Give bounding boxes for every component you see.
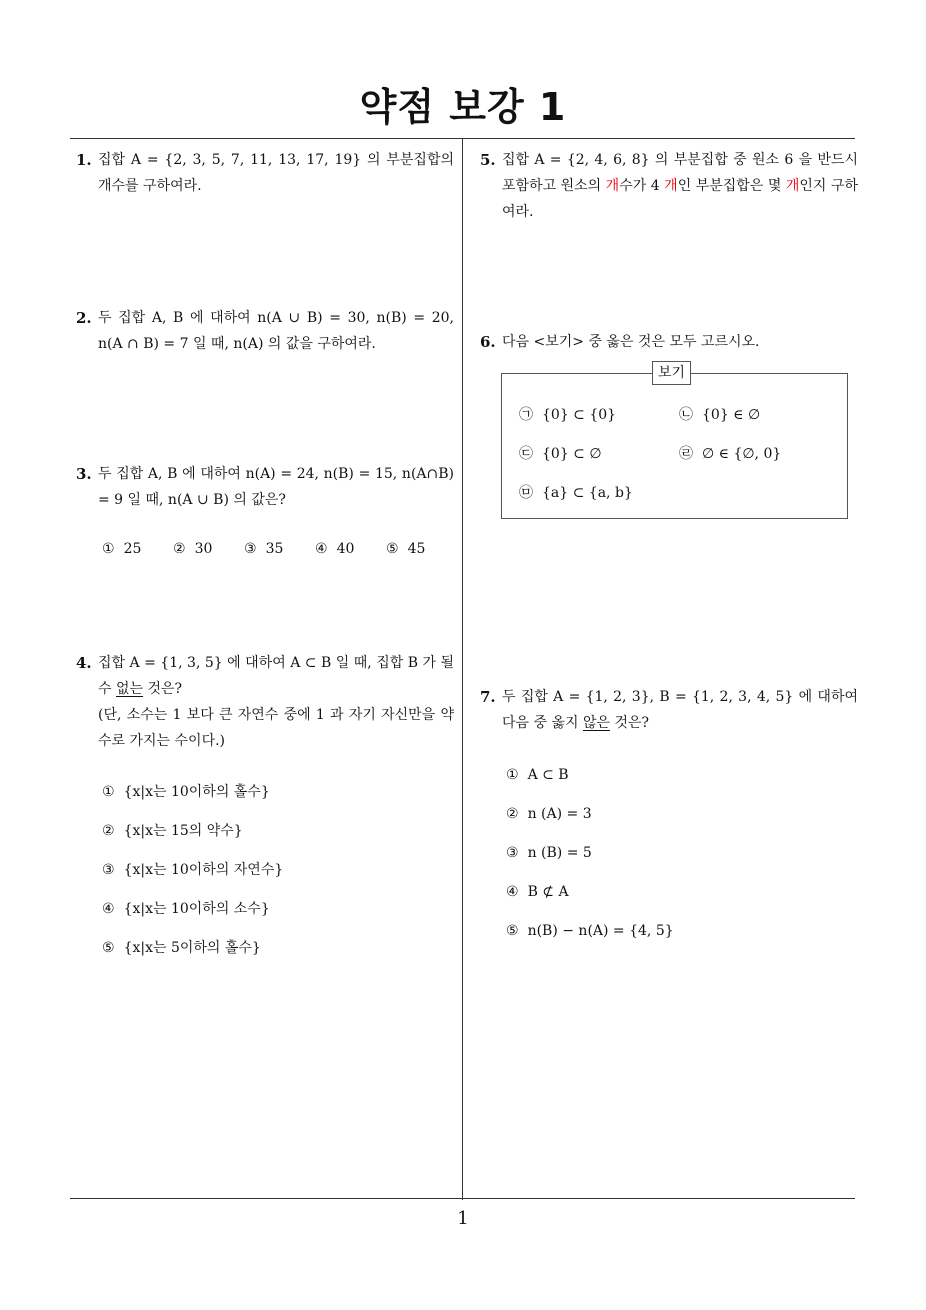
bogi-item [519, 482, 633, 502]
page-number: 1 [457, 1208, 469, 1229]
problem-3 [76, 461, 454, 513]
option-text: n (A) = 3 [527, 806, 592, 822]
highlighted-word: 개 [605, 178, 620, 194]
problem-text-part: 인지 구하여라. [502, 178, 859, 220]
problem-text: 다음 <보기> 중 옳은 것은 모두 고르시오. [502, 334, 760, 350]
problem-4 [76, 650, 454, 754]
problem-text [502, 147, 858, 225]
problem-text-part: 인 부분집합은 몇 [677, 178, 786, 194]
bogi-item-text: {a} ⊂ {a, b} [542, 485, 633, 501]
problem-number: 1. [76, 151, 92, 169]
choice-mark: ② [102, 823, 115, 839]
bogi-item-text: ∅ ∈ {∅, 0} [702, 446, 782, 462]
choice-mark: ③ [244, 541, 257, 557]
problem-text: 두 집합 A, B 에 대하여 n(A) = 24, n(B) = 15, n(A∩B) = 9 일 때, n(A ∪ B) 의 값은? [98, 466, 454, 508]
option-2[interactable] [506, 801, 674, 840]
option-2[interactable] [102, 818, 283, 857]
column-divider [462, 139, 463, 1200]
option-5[interactable] [386, 541, 457, 557]
problem-note: (단, 소수는 1 보다 큰 자연수 중에 1 과 자기 자신만을 약수로 가지는 수이다.) [98, 707, 454, 749]
choice-mark: ② [173, 541, 186, 557]
option-text: 40 [336, 541, 355, 557]
problem-number: 3. [76, 465, 92, 483]
problem-text [502, 684, 858, 736]
choice-mark: ④ [102, 901, 115, 917]
problem-text-part: 집합 A = {1, 3, 5} 에 대하여 A ⊂ B 일 때, 집합 B 가 될 수 [98, 655, 454, 697]
bogi-item [519, 443, 602, 463]
choice-mark: ㉤ [519, 485, 533, 501]
option-4[interactable] [506, 879, 674, 918]
problem-text-part: 것은? [143, 681, 183, 697]
option-4[interactable] [102, 896, 283, 935]
option-text: 30 [194, 541, 213, 557]
option-text: B ⊄ A [527, 884, 569, 900]
problem-number: 4. [76, 654, 92, 672]
problem-text [98, 650, 454, 754]
option-3[interactable] [506, 840, 674, 879]
problem-text-part: 집합 A = {2, 4, 6, 8} 의 부분집합 중 원소 6 을 반드시 포함하고 원소의 [502, 152, 858, 194]
option-text: {x|x는 5이하의 홀수} [123, 940, 261, 956]
option-3[interactable] [102, 857, 283, 896]
problem-text-part: 것은? [610, 715, 650, 731]
answer-options [102, 779, 283, 974]
choice-mark: ⑤ [102, 940, 115, 956]
bogi-label: 보기 [652, 361, 691, 385]
answer-options [506, 762, 674, 957]
bogi-box [501, 365, 848, 519]
underlined-word: 않은 [582, 715, 611, 731]
choice-mark: ① [102, 541, 115, 557]
problem-5 [480, 147, 858, 225]
choice-mark: ① [506, 767, 519, 783]
option-5[interactable] [506, 918, 674, 957]
option-2[interactable] [173, 541, 244, 557]
problem-number: 6. [480, 333, 496, 351]
choice-mark: ㉡ [679, 407, 693, 423]
option-text: {x|x는 15의 약수} [123, 823, 243, 839]
option-text: n (B) = 5 [527, 845, 592, 861]
bogi-item [679, 443, 781, 463]
option-text: 35 [265, 541, 284, 557]
highlighted-word: 개 [785, 178, 800, 194]
choice-mark: ② [506, 806, 519, 822]
choice-mark: ③ [506, 845, 519, 861]
bogi-item [519, 404, 616, 424]
problem-text: 집합 A = {2, 3, 5, 7, 11, 13, 17, 19} 의 부분집합의 개수를 구하여라. [98, 152, 454, 194]
problem-number: 7. [480, 688, 496, 706]
answer-options [102, 541, 457, 557]
bogi-item-text: {0} ⊂ ∅ [542, 446, 602, 462]
option-text: 45 [407, 541, 426, 557]
option-1[interactable] [506, 762, 674, 801]
choice-mark: ⑤ [386, 541, 399, 557]
option-text: {x|x는 10이하의 홀수} [123, 784, 270, 800]
option-1[interactable] [102, 541, 173, 557]
option-text: 25 [123, 541, 142, 557]
choice-mark: ④ [315, 541, 328, 557]
choice-mark: ㉢ [519, 446, 533, 462]
problem-number: 2. [76, 309, 92, 327]
page-title: 약점 보강 1 [359, 85, 567, 129]
choice-mark: ㉣ [679, 446, 693, 462]
option-text: {x|x는 10이하의 자연수} [123, 862, 284, 878]
problem-7 [480, 684, 858, 736]
option-4[interactable] [315, 541, 386, 557]
problem-1 [76, 147, 454, 199]
footer-rule [70, 1198, 855, 1199]
problem-text-part: 두 집합 A = {1, 2, 3}, B = {1, 2, 3, 4, 5} 에 대하여 다음 중 옳지 [502, 689, 858, 731]
option-5[interactable] [102, 935, 283, 974]
choice-mark: ⑤ [506, 923, 519, 939]
bogi-item-text: {0} ⊂ {0} [542, 407, 617, 423]
bogi-item-text: {0} ∈ ∅ [702, 407, 761, 423]
highlighted-word: 개 [664, 178, 678, 194]
problem-6 [480, 329, 858, 355]
choice-mark: ④ [506, 884, 519, 900]
problem-number: 5. [480, 151, 496, 169]
choice-mark: ㉠ [519, 407, 533, 423]
problem-text-part: 수가 4 [619, 178, 665, 194]
option-text: {x|x는 10이하의 소수} [123, 901, 270, 917]
bogi-item [679, 404, 760, 424]
option-3[interactable] [244, 541, 315, 557]
choice-mark: ③ [102, 862, 115, 878]
choice-mark: ① [102, 784, 115, 800]
option-text: n(B) − n(A) = {4, 5} [527, 923, 674, 939]
option-1[interactable] [102, 779, 283, 818]
option-text: A ⊂ B [527, 767, 569, 783]
problem-text: 두 집합 A, B 에 대하여 n(A ∪ B) = 30, n(B) = 20, n(A ∩ B) = 7 일 때, n(A) 의 값을 구하여라. [98, 310, 454, 352]
problem-2 [76, 305, 454, 357]
underlined-word: 없는 [115, 681, 144, 697]
